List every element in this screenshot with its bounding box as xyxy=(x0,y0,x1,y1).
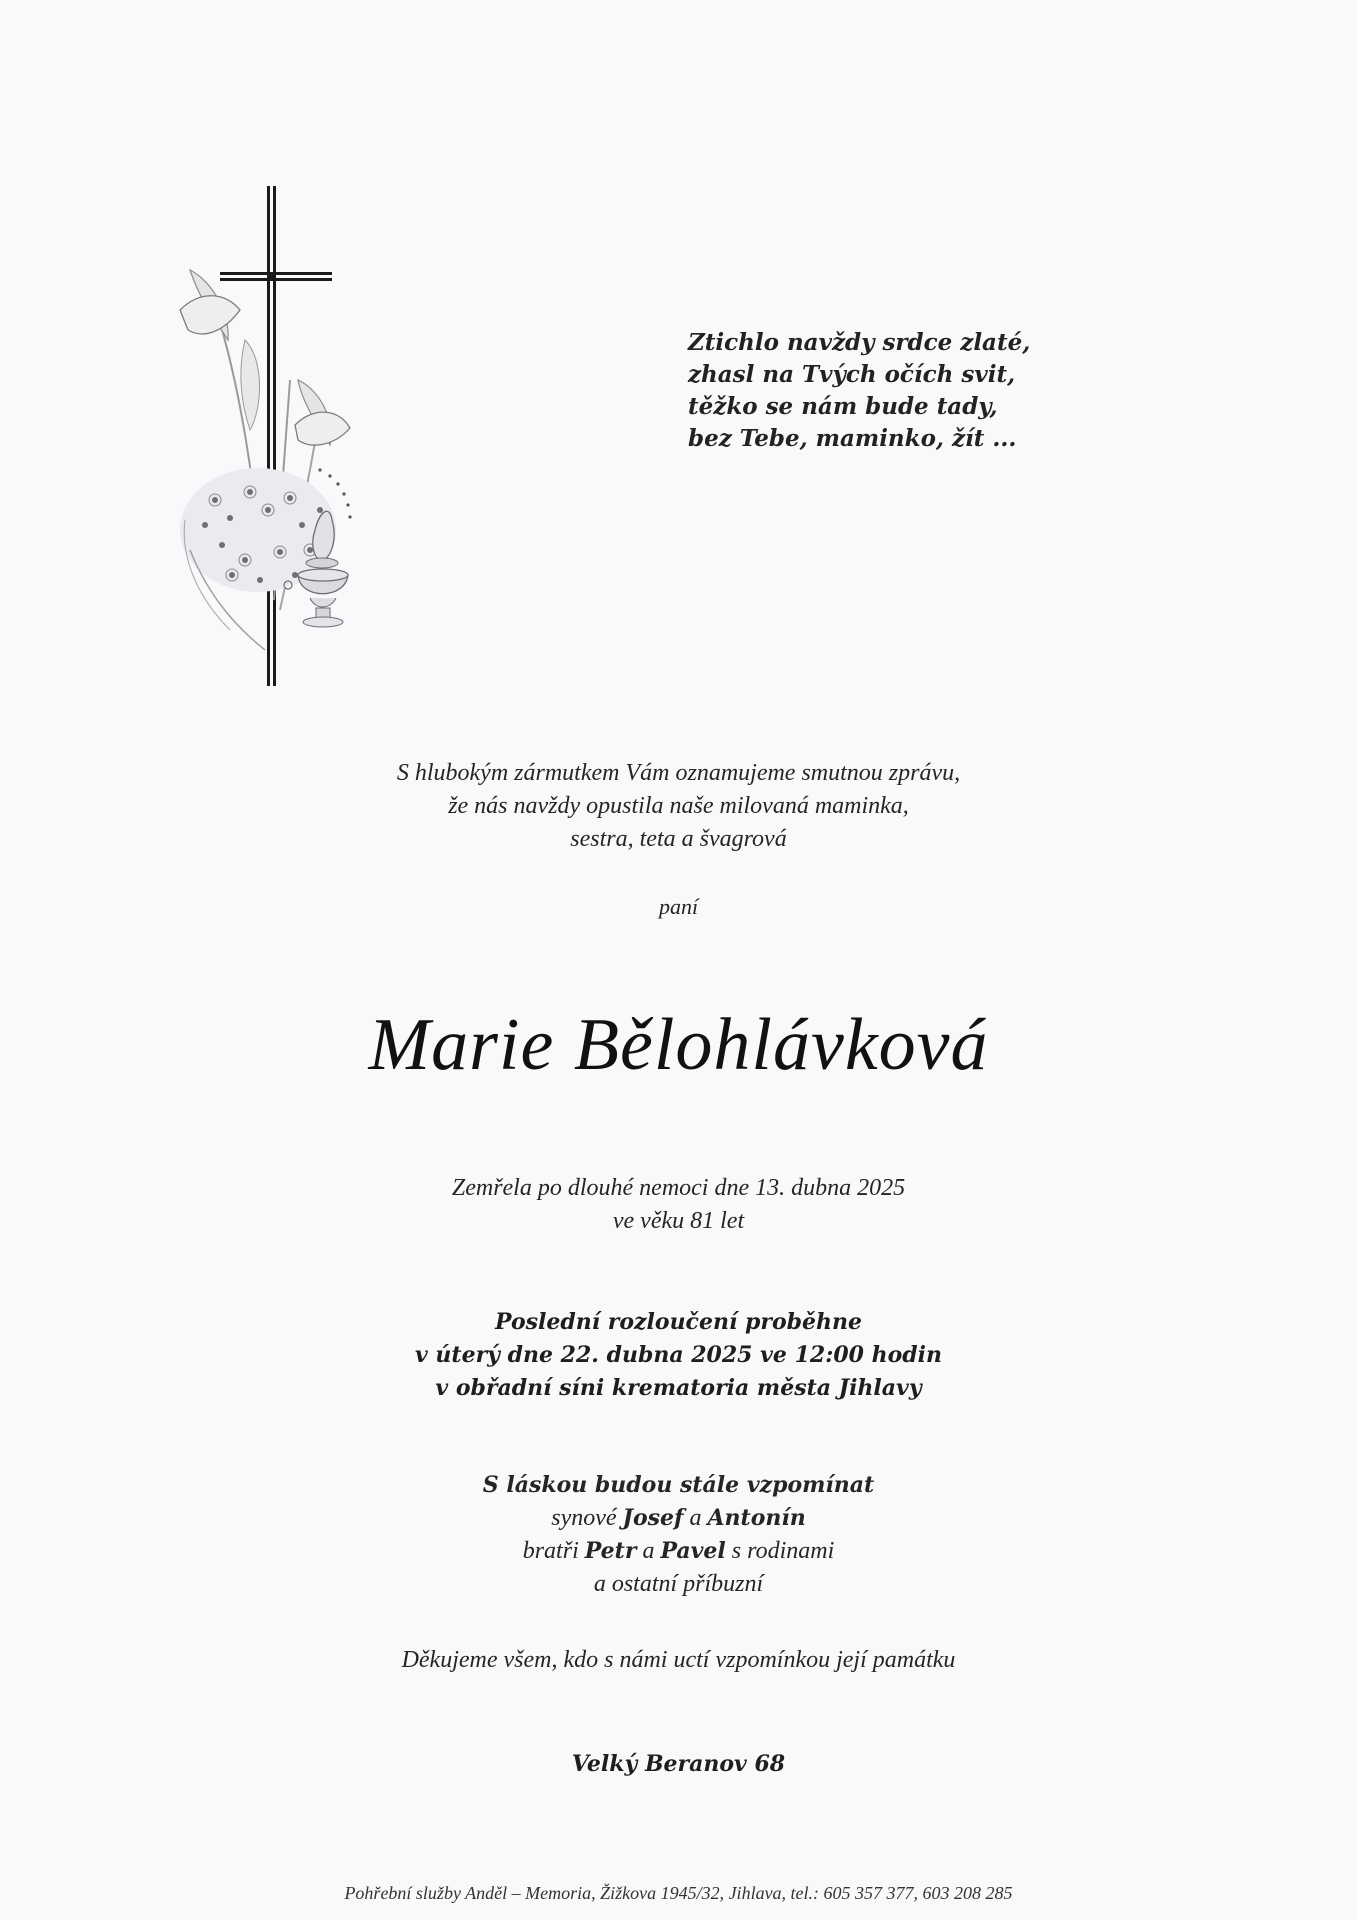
conjunction: a xyxy=(683,1505,708,1531)
announcement-line: S hlubokým zármutkem Vám oznamujeme smutnou zprávu, xyxy=(396,760,961,786)
death-date: Zemřela po dlouhé nemoci dne 13. dubna 2025 xyxy=(451,1175,906,1201)
poem-line: Ztichlo navždy srdce zlaté, xyxy=(688,329,1031,356)
announcement xyxy=(0,757,1357,856)
poem xyxy=(688,327,1108,455)
funeral-service-footer: Pohřební služby Anděl – Memoria, Žižkova 1945/32, Jihlava, tel.: 605 357 377, 603 208 285 xyxy=(344,1883,1013,1903)
honorific: paní xyxy=(658,894,699,919)
mourners-heading: S láskou budou stále vzpomínat xyxy=(482,1472,875,1498)
poem-line: bez Tebe, maminko, žít ... xyxy=(688,425,1017,452)
sons-prefix: synové xyxy=(551,1505,623,1531)
ceremony-line: v úterý dne 22. dubna 2025 ve 12:00 hodin xyxy=(414,1342,942,1368)
announcement-line: že nás navždy opustila naše milovaná maminka, xyxy=(448,793,909,819)
mourners xyxy=(0,1469,1357,1601)
brother-name: Petr xyxy=(584,1538,637,1564)
poem-line: zhasl na Tvých očích svit, xyxy=(688,361,1016,388)
death-age: ve věku 81 let xyxy=(612,1208,745,1234)
death-info xyxy=(0,1172,1357,1238)
ceremony-info xyxy=(0,1306,1357,1405)
poem-line: těžko se nám bude tady, xyxy=(688,393,998,420)
ceremony-line: v obřadní síni krematoria města Jihlavy xyxy=(435,1375,922,1401)
address: Velký Beranov 68 xyxy=(571,1751,786,1777)
conjunction: a xyxy=(636,1538,661,1564)
thanks-line: Děkujeme všem, kdo s námi uctí vzpomínkou její památku xyxy=(401,1647,956,1673)
cross-with-lilies-and-lantern-icon xyxy=(170,180,430,700)
brothers-suffix: s rodinami xyxy=(725,1538,835,1564)
mourners-sons xyxy=(0,1502,1357,1535)
ceremony-line: Poslední rozloučení proběhne xyxy=(495,1309,862,1335)
deceased-name: Marie Bělohlávková xyxy=(368,1004,989,1086)
mourners-others: a ostatní příbuzní xyxy=(593,1571,764,1597)
son-name: Antonín xyxy=(707,1505,806,1531)
brother-name: Pavel xyxy=(660,1538,726,1564)
brothers-prefix: bratři xyxy=(522,1538,585,1564)
son-name: Josef xyxy=(622,1505,684,1531)
announcement-line: sestra, teta a švagrová xyxy=(570,826,787,852)
mourners-brothers xyxy=(0,1535,1357,1568)
